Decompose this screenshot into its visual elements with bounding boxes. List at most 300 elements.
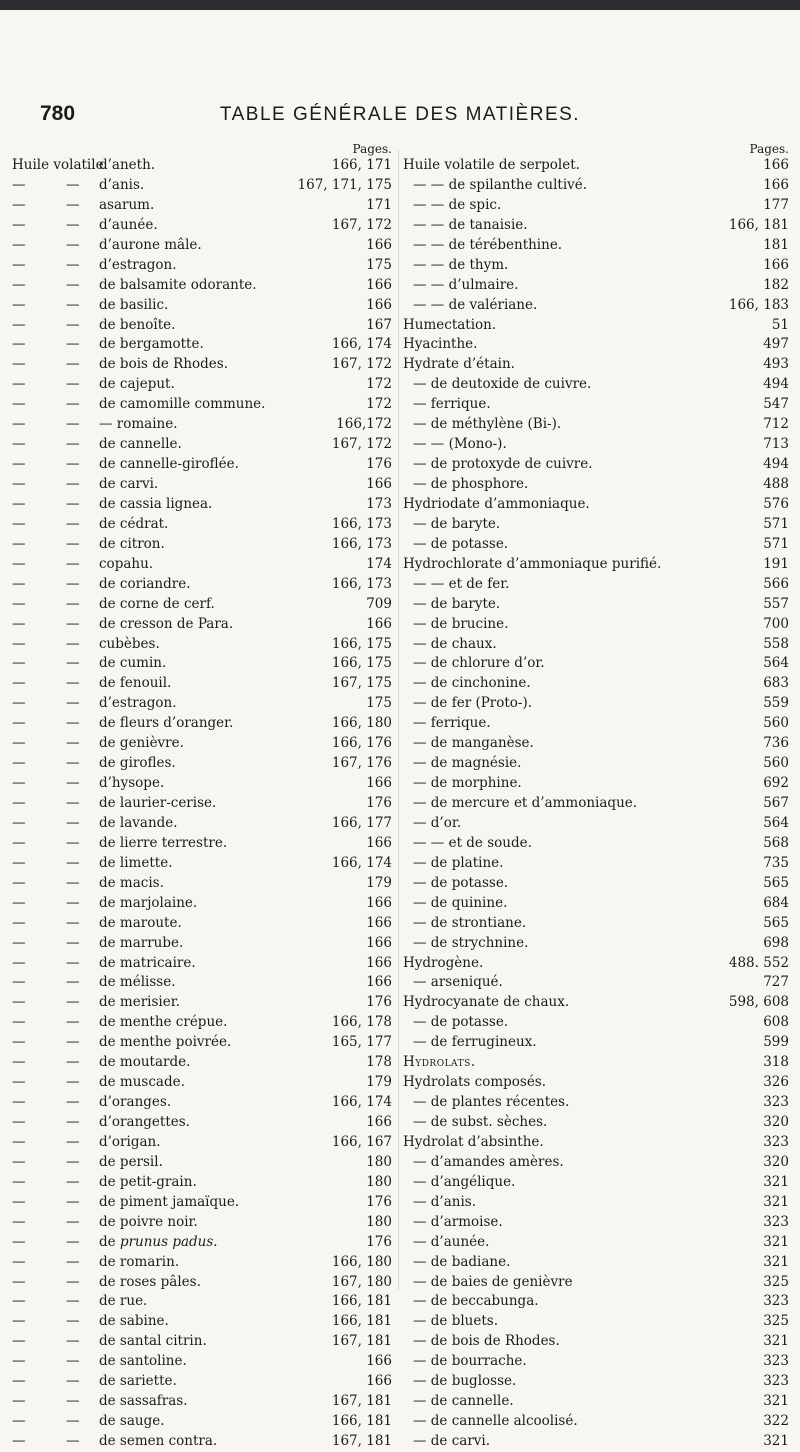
entry-pages: 558 xyxy=(763,635,789,652)
entry-pages: 325 xyxy=(763,1273,789,1290)
entry-pages: 166, 181 xyxy=(331,1413,392,1430)
index-entry xyxy=(403,1412,791,1432)
index-entry xyxy=(12,236,394,256)
entry-pages: 736 xyxy=(763,735,789,752)
entry-pages: 321 xyxy=(763,1233,789,1250)
entry-term: — d’anis. xyxy=(413,1193,477,1210)
index-entry xyxy=(12,674,394,694)
entry-pages: 179 xyxy=(366,1074,392,1091)
index-entry xyxy=(12,296,394,316)
entry-pages: 172 xyxy=(366,396,392,413)
entry-pages: 175 xyxy=(366,695,392,712)
index-entry xyxy=(403,973,791,993)
entry-pages: 180 xyxy=(366,1213,392,1230)
entry-ditto-2: — xyxy=(66,1173,80,1190)
entry-ditto-2: — xyxy=(66,276,80,293)
running-title: TABLE GÉNÉRALE DES MATIÈRES. xyxy=(219,104,581,125)
entry-pages: 712 xyxy=(763,416,789,433)
index-entry xyxy=(403,1073,791,1093)
index-entry xyxy=(12,635,394,655)
entry-pages: 176 xyxy=(366,994,392,1011)
entry-ditto-2: — xyxy=(66,994,80,1011)
entry-ditto-1: — xyxy=(12,1074,26,1091)
entry-term: de cumin. xyxy=(99,655,167,672)
entry-ditto-2: — xyxy=(66,595,80,612)
entry-pages: 166, 173 xyxy=(331,575,392,592)
entry-pages: 166, 183 xyxy=(728,296,789,313)
entry-pages: 166,172 xyxy=(336,416,392,433)
entry-ditto-1: — xyxy=(12,1153,26,1170)
entry-pages: 568 xyxy=(763,834,789,851)
entry-pages: 166, 171 xyxy=(331,157,392,173)
entry-ditto-2: — xyxy=(66,356,80,373)
page-header xyxy=(0,102,800,132)
entry-term: d’hysope. xyxy=(99,775,165,792)
entry-pages: 713 xyxy=(763,436,789,453)
entry-term: Hydrochlorate d’ammoniaque purifié. xyxy=(403,555,662,572)
entry-term: — de quinine. xyxy=(413,894,508,911)
entry-ditto-1: — xyxy=(12,1014,26,1031)
entry-ditto-1: — xyxy=(12,874,26,891)
index-entry xyxy=(12,1053,394,1073)
entry-ditto-2: — xyxy=(66,1133,80,1150)
entry-ditto-1: — xyxy=(12,695,26,712)
entry-pages: 166 xyxy=(366,476,392,492)
entry-term: d’aunée. xyxy=(99,216,158,233)
entry-ditto-1: — xyxy=(12,356,26,373)
entry-term: — romaine. xyxy=(99,416,178,433)
entry-pages: 166 xyxy=(366,615,392,632)
entry-pages: 166, 176 xyxy=(331,735,392,752)
entry-ditto-2: — xyxy=(66,416,80,433)
entry-pages: 167, 181 xyxy=(331,1433,392,1449)
entry-term: — — et de soude. xyxy=(413,834,532,851)
entry-pages: 323 xyxy=(763,1373,789,1390)
entry-pages: 560 xyxy=(763,715,789,732)
index-entry xyxy=(403,894,791,914)
index-entry xyxy=(12,276,394,296)
entry-pages: 166, 167 xyxy=(331,1133,392,1150)
entry-term: — de phosphore. xyxy=(413,476,529,492)
entry-pages: 576 xyxy=(763,495,789,512)
entry-term: — de bluets. xyxy=(413,1313,499,1330)
entry-ditto-1: — xyxy=(12,954,26,971)
index-entry xyxy=(12,355,394,375)
index-entry xyxy=(403,635,791,655)
index-entry xyxy=(403,1213,791,1233)
entry-term: — de potasse. xyxy=(413,1014,509,1031)
index-entry xyxy=(12,954,394,974)
entry-term: — ferrique. xyxy=(413,396,491,413)
entry-ditto-2: — xyxy=(66,515,80,532)
entry-term: — de magnésie. xyxy=(413,755,522,772)
entry-pages: 323 xyxy=(763,1094,789,1111)
entry-pages: 177 xyxy=(763,196,789,213)
entry-term: — de potasse. xyxy=(413,874,509,891)
index-entry xyxy=(403,1312,791,1332)
entry-ditto-2: — xyxy=(66,775,80,792)
entry-ditto-1: — xyxy=(12,515,26,532)
entry-pages: 166, 181 xyxy=(331,1293,392,1310)
entry-term: — de chlorure d’or. xyxy=(413,655,545,672)
entry-term: — de méthylène (Bi-). xyxy=(413,416,562,433)
entry-ditto-2: — xyxy=(66,695,80,712)
entry-pages: 692 xyxy=(763,775,789,792)
index-entry xyxy=(12,993,394,1013)
entry-pages: 323 xyxy=(763,1213,789,1230)
entry-term: de sassafras. xyxy=(99,1393,188,1410)
index-entry xyxy=(403,993,791,1013)
entry-pages: 167 xyxy=(366,316,392,333)
entry-term: de marjolaine. xyxy=(99,894,198,911)
entry-ditto-1: — xyxy=(12,994,26,1011)
entry-pages: 166 xyxy=(366,954,392,971)
entry-pages: 323 xyxy=(763,1133,789,1150)
entry-term: — — d’ulmaire. xyxy=(413,276,519,293)
entry-pages: 180 xyxy=(366,1173,392,1190)
entry-ditto-2: — xyxy=(66,1273,80,1290)
entry-ditto-2: — xyxy=(66,854,80,871)
entry-term: de piment jamaïque. xyxy=(99,1193,240,1210)
entry-term: de basilic. xyxy=(99,296,169,313)
entry-term: — de potasse. xyxy=(413,535,509,552)
entry-ditto-2: — xyxy=(66,1014,80,1031)
entry-pages: 167, 181 xyxy=(331,1393,392,1410)
index-entry xyxy=(403,256,791,276)
entry-ditto-1: — xyxy=(12,735,26,752)
index-entry xyxy=(403,535,791,555)
entry-term: de carvi. xyxy=(99,476,159,492)
index-entry xyxy=(403,1332,791,1352)
entry-term: Hydriodate d’ammoniaque. xyxy=(403,495,590,512)
entry-term: de coriandre. xyxy=(99,575,191,592)
index-entry xyxy=(12,1173,394,1193)
index-entry xyxy=(403,296,791,316)
entry-term: — de strychnine. xyxy=(413,934,529,951)
index-entry xyxy=(12,1312,394,1332)
entry-term: de cannelle. xyxy=(99,436,182,453)
entry-ditto-1: — xyxy=(12,595,26,612)
entry-term: de lierre terrestre. xyxy=(99,834,228,851)
index-entry xyxy=(403,1153,791,1173)
entry-pages: 325 xyxy=(763,1313,789,1330)
entry-ditto-2: — xyxy=(66,735,80,752)
entry-pages: 727 xyxy=(763,974,789,991)
entry-pages: 171 xyxy=(366,196,392,213)
entry-ditto-2: — xyxy=(66,795,80,811)
index-entry xyxy=(403,236,791,256)
index-entry xyxy=(403,1253,791,1273)
entry-pages: 178 xyxy=(366,1054,392,1071)
index-entry xyxy=(12,1213,394,1233)
index-entry xyxy=(403,395,791,415)
entry-ditto-2: — xyxy=(66,376,80,393)
entry-pages: 321 xyxy=(763,1173,789,1190)
entry-term: de fleurs d’oranger. xyxy=(99,715,234,732)
entry-ditto-1: — xyxy=(12,1413,26,1430)
entry-term: de genièvre. xyxy=(99,735,184,752)
entry-ditto-2: — xyxy=(66,934,80,951)
index-entry xyxy=(403,1093,791,1113)
index-entry xyxy=(12,615,394,635)
entry-term: de fenouil. xyxy=(99,675,172,692)
index-entry xyxy=(12,1332,394,1352)
index-entry xyxy=(403,575,791,595)
index-entry xyxy=(403,934,791,954)
index-entry xyxy=(403,774,791,794)
index-entry xyxy=(403,156,791,176)
entry-ditto-1: — xyxy=(12,1353,26,1370)
entry-pages: 167, 176 xyxy=(331,755,392,772)
entry-pages: 166 xyxy=(366,974,392,991)
entry-pages: 166 xyxy=(366,236,392,253)
entry-pages: 488 xyxy=(763,476,789,492)
entry-ditto-1: — xyxy=(12,1273,26,1290)
entry-ditto-2: — xyxy=(66,1094,80,1111)
entry-pages: 174 xyxy=(366,555,392,572)
index-entry xyxy=(12,595,394,615)
entry-term: — de badiane. xyxy=(413,1253,511,1270)
entry-term: de limette. xyxy=(99,854,173,871)
entry-ditto-1: — xyxy=(12,256,26,273)
index-entry xyxy=(12,1233,394,1253)
entry-pages: 166, 180 xyxy=(331,715,392,732)
entry-ditto-2: — xyxy=(66,216,80,233)
entry-term: cubèbes. xyxy=(99,635,160,652)
index-entry xyxy=(12,555,394,575)
index-entry xyxy=(12,1352,394,1372)
entry-term: de sabine. xyxy=(99,1313,169,1330)
entry-pages: 166, 174 xyxy=(331,336,392,353)
entry-ditto-1: — xyxy=(12,296,26,313)
entry-pages: 488. 552 xyxy=(728,954,789,971)
entry-ditto-1: — xyxy=(12,934,26,951)
entry-term: de mélisse. xyxy=(99,974,176,991)
entry-ditto-1: — xyxy=(12,376,26,393)
entry-term: de santoline. xyxy=(99,1353,187,1370)
entry-pages: 176 xyxy=(366,1233,392,1250)
index-entry xyxy=(403,1352,791,1372)
right-entries xyxy=(403,156,791,1452)
entry-pages: 176 xyxy=(366,1193,392,1210)
entry-term: — d’angélique. xyxy=(413,1173,516,1190)
entry-term: d’origan. xyxy=(99,1133,161,1150)
entry-ditto-2: — xyxy=(66,675,80,692)
index-entry xyxy=(12,216,394,236)
entry-term: — de baryte. xyxy=(413,595,501,612)
entry-ditto-1: — xyxy=(12,1034,26,1051)
entry-ditto-2: — xyxy=(66,396,80,413)
entry-ditto-2: — xyxy=(66,635,80,652)
entry-ditto-1: — xyxy=(12,1193,26,1210)
index-entry xyxy=(12,1412,394,1432)
entry-ditto-1: — xyxy=(12,834,26,851)
index-entry xyxy=(12,256,394,276)
entry-ditto-2: — xyxy=(66,1393,80,1410)
index-entry xyxy=(12,156,394,176)
entry-term: de macis. xyxy=(99,874,164,891)
entry-ditto-1: — xyxy=(12,854,26,871)
index-entry xyxy=(12,435,394,455)
entry-term: d’orangettes. xyxy=(99,1114,190,1130)
entry-ditto-2: — xyxy=(66,296,80,313)
entry-ditto-2: — xyxy=(66,814,80,831)
entry-pages: 166, 181 xyxy=(331,1313,392,1330)
entry-pages: 684 xyxy=(763,894,789,911)
entry-pages: 166, 178 xyxy=(331,1014,392,1031)
entry-ditto-2: — xyxy=(66,1034,80,1051)
index-entry xyxy=(12,1392,394,1412)
entry-ditto-1: — xyxy=(12,1173,26,1190)
index-entry xyxy=(403,495,791,515)
entry-term: de laurier-cerise. xyxy=(99,795,217,811)
entry-ditto-1: — xyxy=(12,276,26,293)
entry-pages: 566 xyxy=(763,575,789,592)
entry-pages: 497 xyxy=(763,336,789,353)
entry-pages: 321 xyxy=(763,1393,789,1410)
entry-ditto-1: — xyxy=(12,495,26,512)
entry-term: — de morphine. xyxy=(413,775,522,792)
page-number: 780 xyxy=(40,102,76,125)
entry-ditto-2: — xyxy=(66,1433,80,1449)
index-entry xyxy=(12,1372,394,1392)
entry-term: de balsamite odorante. xyxy=(99,276,257,293)
entry-ditto-2: — xyxy=(66,1333,80,1350)
entry-pages: 608 xyxy=(763,1014,789,1031)
index-entry xyxy=(403,316,791,336)
entry-pages: 166, 175 xyxy=(331,655,392,672)
entry-ditto-2: — xyxy=(66,495,80,512)
entry-term: de marrube. xyxy=(99,934,184,951)
entry-term: — de strontiane. xyxy=(413,914,527,931)
index-entry xyxy=(403,355,791,375)
entry-pages: 191 xyxy=(763,555,789,572)
entry-term: Hydrogène. xyxy=(403,954,484,971)
entry-pages: 321 xyxy=(763,1333,789,1350)
entry-ditto-1: — xyxy=(12,1054,26,1071)
right-column xyxy=(403,142,791,1452)
entry-pages: 166 xyxy=(366,834,392,851)
entry-ditto-2: — xyxy=(66,715,80,732)
entry-ditto-2: — xyxy=(66,1353,80,1370)
entry-ditto-1: — xyxy=(12,575,26,592)
entry-ditto-2: — xyxy=(66,476,80,492)
entry-ditto-2: — xyxy=(66,1153,80,1170)
entry-ditto-1: — xyxy=(12,1213,26,1230)
entry-pages: 167, 172 xyxy=(331,356,392,373)
entry-ditto-1: — xyxy=(12,216,26,233)
entry-pages: 571 xyxy=(763,535,789,552)
index-entry xyxy=(12,535,394,555)
entry-term: de corne de cerf. xyxy=(99,595,215,612)
entry-ditto-1: — xyxy=(12,316,26,333)
index-entry xyxy=(12,196,394,216)
entry-ditto-1: — xyxy=(12,1433,26,1449)
index-entry xyxy=(403,834,791,854)
index-entry xyxy=(12,654,394,674)
index-entry xyxy=(12,1013,394,1033)
top-border xyxy=(0,0,800,10)
entry-term: — de cinchonine. xyxy=(413,675,531,692)
entry-term: — de beccabunga. xyxy=(413,1293,539,1310)
index-entry xyxy=(403,954,791,974)
entry-term: d’estragon. xyxy=(99,256,177,273)
entry-ditto-1: — xyxy=(12,615,26,632)
entry-ditto-1: — xyxy=(12,775,26,792)
index-entry xyxy=(403,455,791,475)
index-entry xyxy=(403,375,791,395)
pages-heading-left: Pages. xyxy=(352,142,392,156)
index-entry xyxy=(403,435,791,455)
entry-ditto-1: — xyxy=(12,236,26,253)
entry-ditto-2: — xyxy=(66,456,80,473)
entry-term: — de mercure et d’ammoniaque. xyxy=(413,795,638,811)
entry-pages: 166 xyxy=(366,296,392,313)
column-divider xyxy=(398,150,399,1290)
entry-ditto-2: — xyxy=(66,1233,80,1250)
entry-pages: 167, 172 xyxy=(331,216,392,233)
entry-term: Hydrate d’étain. xyxy=(403,356,515,373)
entry-pages: 559 xyxy=(763,695,789,712)
index-entry xyxy=(12,575,394,595)
entry-term: d’aneth. xyxy=(99,157,156,173)
index-entry xyxy=(403,176,791,196)
entry-ditto-2: — xyxy=(66,1373,80,1390)
entry-term: Humectation. xyxy=(403,316,497,333)
entry-term: de girofles. xyxy=(99,755,176,772)
index-entry xyxy=(12,455,394,475)
entry-ditto-1: — xyxy=(12,1373,26,1390)
entry-pages: 166, 175 xyxy=(331,635,392,652)
index-entry xyxy=(12,395,394,415)
index-entry xyxy=(403,1273,791,1293)
entry-pages: 683 xyxy=(763,675,789,692)
entry-pages: 322 xyxy=(763,1413,789,1430)
index-entry xyxy=(12,794,394,814)
entry-ditto-1: — xyxy=(12,1333,26,1350)
entry-pages: 166, 180 xyxy=(331,1253,392,1270)
entry-pages: 321 xyxy=(763,1253,789,1270)
entry-ditto-1: — xyxy=(12,795,26,811)
entry-term: d’aurone mâle. xyxy=(99,236,202,253)
entry-ditto-1: — xyxy=(12,635,26,652)
entry-ditto-1: Huile volatile xyxy=(12,157,104,173)
entry-pages: 166 xyxy=(366,775,392,792)
index-entry xyxy=(403,415,791,435)
index-entry xyxy=(403,754,791,774)
index-entry xyxy=(12,1113,394,1133)
entry-pages: 176 xyxy=(366,456,392,473)
index-entry xyxy=(12,894,394,914)
entry-term: — d’or. xyxy=(413,814,462,831)
entry-ditto-1: — xyxy=(12,396,26,413)
entry-ditto-1: — xyxy=(12,1293,26,1310)
entry-term: de muscade. xyxy=(99,1074,185,1091)
entry-pages: 180 xyxy=(366,1153,392,1170)
entry-ditto-1: — xyxy=(12,1233,26,1250)
entry-term: — de chaux. xyxy=(413,635,497,652)
entry-ditto-1: — xyxy=(12,814,26,831)
index-entry xyxy=(403,914,791,934)
entry-ditto-1: — xyxy=(12,914,26,931)
entry-pages: 321 xyxy=(763,1193,789,1210)
entry-ditto-2: — xyxy=(66,336,80,353)
index-entry xyxy=(12,1253,394,1273)
entry-term: de sauge. xyxy=(99,1413,165,1430)
entry-pages: 320 xyxy=(763,1114,789,1130)
entry-term: de cannelle-giroflée. xyxy=(99,456,239,473)
entry-pages: 326 xyxy=(763,1074,789,1091)
